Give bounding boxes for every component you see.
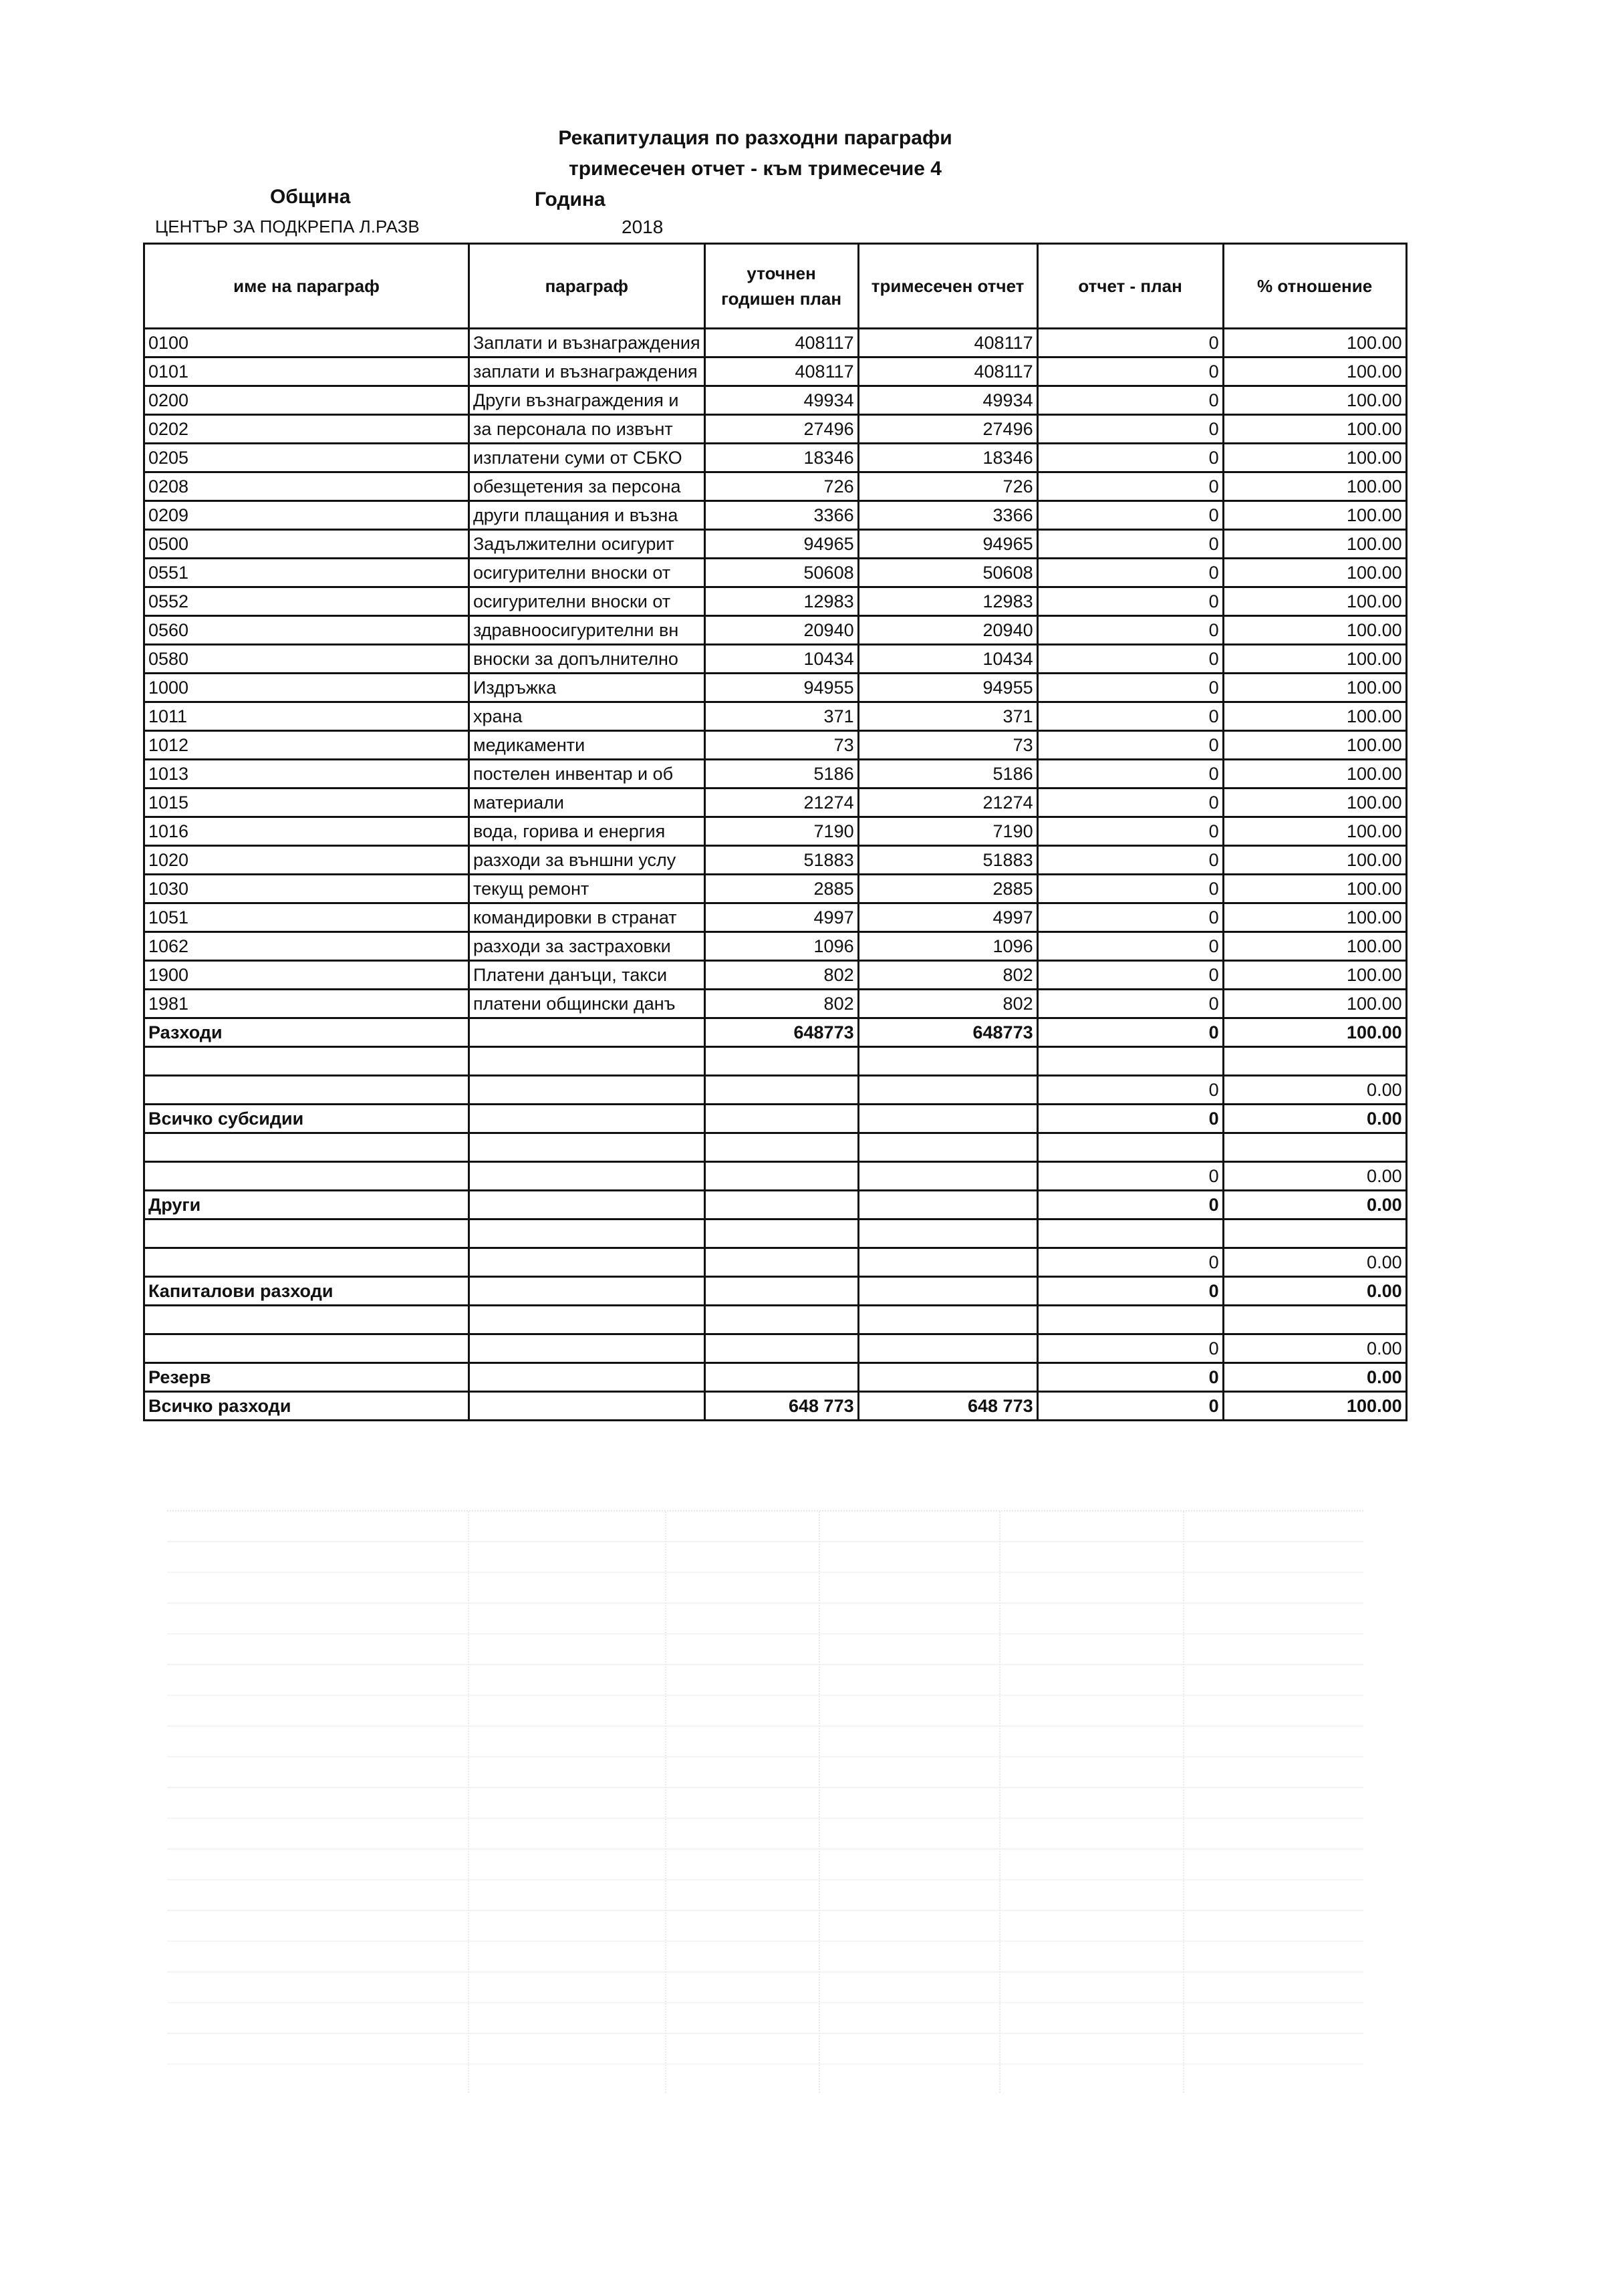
- cell-paragraph-name: здравноосигурителни вн: [469, 616, 705, 645]
- cell-report: [858, 1191, 1037, 1219]
- table-row: [144, 472, 1407, 501]
- cell-paragraph-name: постелен инвентар и об: [469, 760, 705, 788]
- municipality-label: Община: [270, 186, 351, 208]
- cell-plan: 2885: [704, 875, 858, 903]
- cell-paragraph-name: разходи за застраховки: [469, 932, 705, 961]
- cell-percent: [1223, 1306, 1406, 1334]
- cell-percent: 0.00: [1223, 1334, 1406, 1363]
- cell-percent: 100.00: [1223, 760, 1406, 788]
- cell-paragraph-name: вноски за допълнително: [469, 645, 705, 674]
- cell-code: 1062: [144, 932, 469, 961]
- cell-plan: 648773: [704, 1018, 858, 1047]
- cell-plan: [704, 1277, 858, 1306]
- cell-plan: 73: [704, 731, 858, 760]
- cell-report: [858, 1306, 1037, 1334]
- table-row: [144, 386, 1407, 415]
- cell-code: [144, 1306, 469, 1334]
- cell-plan: [704, 1248, 858, 1277]
- cell-plan: 1096: [704, 932, 858, 961]
- cell-paragraph-name: други плащания и възна: [469, 501, 705, 530]
- cell-plan: 726: [704, 472, 858, 501]
- cell-report: [858, 1277, 1037, 1306]
- cell-code: 0100: [144, 329, 469, 357]
- cell-report: 51883: [858, 846, 1037, 875]
- cell-code: 0101: [144, 357, 469, 386]
- cell-diff: 0: [1037, 1363, 1223, 1392]
- column-header-paragraph: параграф: [469, 244, 705, 329]
- cell-code: 1020: [144, 846, 469, 875]
- cell-report: 408117: [858, 357, 1037, 386]
- cell-paragraph-name: Заплати и възнаграждения: [469, 329, 705, 357]
- column-header-report: тримесечен отчет: [858, 244, 1037, 329]
- cell-plan: [704, 1306, 858, 1334]
- cell-code: [144, 1248, 469, 1277]
- cell-paragraph-name: материали: [469, 788, 705, 817]
- cell-percent: 100.00: [1223, 846, 1406, 875]
- cell-code: 1030: [144, 875, 469, 903]
- cell-diff: 0: [1037, 559, 1223, 587]
- cell-paragraph-name: [469, 1219, 705, 1248]
- cell-code: 1900: [144, 961, 469, 990]
- cell-report: [858, 1334, 1037, 1363]
- cell-paragraph-name: [469, 1076, 705, 1105]
- cell-percent: 100.00: [1223, 386, 1406, 415]
- table-row: [144, 990, 1407, 1018]
- table-row: [144, 444, 1407, 472]
- cell-plan: 802: [704, 990, 858, 1018]
- cell-percent: 100.00: [1223, 702, 1406, 731]
- report-subtitle: тримесечен отчет - към тримесечие 4: [569, 158, 942, 180]
- cell-code: [144, 1047, 469, 1076]
- cell-report: 371: [858, 702, 1037, 731]
- cell-code: Капиталови разходи: [144, 1277, 469, 1306]
- cell-diff: 0: [1037, 530, 1223, 559]
- cell-report: [858, 1133, 1037, 1162]
- cell-report: 18346: [858, 444, 1037, 472]
- table-row: [144, 501, 1407, 530]
- cell-code: [144, 1076, 469, 1105]
- cell-report: 5186: [858, 760, 1037, 788]
- table-row: [144, 731, 1407, 760]
- cell-diff: 0: [1037, 329, 1223, 357]
- table-row: [144, 1219, 1407, 1248]
- cell-percent: [1223, 1219, 1406, 1248]
- cell-percent: 100.00: [1223, 645, 1406, 674]
- cell-paragraph-name: платени общински данъ: [469, 990, 705, 1018]
- table-row: [144, 788, 1407, 817]
- cell-percent: 100.00: [1223, 674, 1406, 702]
- cell-diff: 0: [1037, 1392, 1223, 1421]
- cell-paragraph-name: командировки в странат: [469, 903, 705, 932]
- cell-paragraph-name: [469, 1334, 705, 1363]
- cell-paragraph-name: Задължителни осигурит: [469, 530, 705, 559]
- table-row: [144, 587, 1407, 616]
- cell-diff: 0: [1037, 846, 1223, 875]
- table-row: [144, 702, 1407, 731]
- cell-percent: 100.00: [1223, 817, 1406, 846]
- cell-plan: 408117: [704, 357, 858, 386]
- table-row: [144, 1105, 1407, 1133]
- cell-diff: 0: [1037, 1248, 1223, 1277]
- cell-paragraph-name: обезщетения за персона: [469, 472, 705, 501]
- cell-diff: 0: [1037, 1277, 1223, 1306]
- cell-diff: 0: [1037, 702, 1223, 731]
- table-row: [144, 1076, 1407, 1105]
- cell-report: 94965: [858, 530, 1037, 559]
- cell-plan: [704, 1076, 858, 1105]
- column-header-plan: уточнен годишен план: [704, 244, 858, 329]
- cell-percent: 0.00: [1223, 1105, 1406, 1133]
- cell-diff: [1037, 1047, 1223, 1076]
- cell-plan: 371: [704, 702, 858, 731]
- cell-code: 1012: [144, 731, 469, 760]
- cell-paragraph-name: осигурителни вноски от: [469, 587, 705, 616]
- cell-report: 21274: [858, 788, 1037, 817]
- cell-diff: 0: [1037, 990, 1223, 1018]
- cell-paragraph-name: изплатени суми от СБКО: [469, 444, 705, 472]
- cell-diff: 0: [1037, 961, 1223, 990]
- table-row: [144, 903, 1407, 932]
- cell-paragraph-name: медикаменти: [469, 731, 705, 760]
- cell-diff: 0: [1037, 788, 1223, 817]
- cell-report: [858, 1105, 1037, 1133]
- cell-code: [144, 1334, 469, 1363]
- cell-percent: 100.00: [1223, 616, 1406, 645]
- cell-percent: [1223, 1133, 1406, 1162]
- cell-percent: 0.00: [1223, 1248, 1406, 1277]
- cell-code: 0500: [144, 530, 469, 559]
- cell-report: 726: [858, 472, 1037, 501]
- table-row: [144, 1277, 1407, 1306]
- cell-report: [858, 1162, 1037, 1191]
- cell-paragraph-name: [469, 1191, 705, 1219]
- cell-percent: 100.00: [1223, 329, 1406, 357]
- table-row: [144, 1334, 1407, 1363]
- cell-paragraph-name: текущ ремонт: [469, 875, 705, 903]
- cell-code: 0200: [144, 386, 469, 415]
- cell-report: 73: [858, 731, 1037, 760]
- table-row: [144, 530, 1407, 559]
- cell-code: 0560: [144, 616, 469, 645]
- cell-percent: 100.00: [1223, 875, 1406, 903]
- cell-diff: 0: [1037, 1334, 1223, 1363]
- cell-diff: 0: [1037, 587, 1223, 616]
- bleed-through-ghost: [167, 1510, 1363, 2093]
- cell-report: 1096: [858, 932, 1037, 961]
- cell-report: 12983: [858, 587, 1037, 616]
- cell-diff: [1037, 1219, 1223, 1248]
- cell-plan: [704, 1047, 858, 1076]
- cell-report: 2885: [858, 875, 1037, 903]
- cell-plan: 94965: [704, 530, 858, 559]
- cell-plan: 12983: [704, 587, 858, 616]
- table-row: [144, 1363, 1407, 1392]
- cell-diff: 0: [1037, 731, 1223, 760]
- cell-paragraph-name: Платени данъци, такси: [469, 961, 705, 990]
- cell-diff: 0: [1037, 501, 1223, 530]
- cell-diff: 0: [1037, 1018, 1223, 1047]
- cell-percent: 100.00: [1223, 932, 1406, 961]
- cell-paragraph-name: [469, 1047, 705, 1076]
- cell-percent: 100.00: [1223, 731, 1406, 760]
- cell-report: 7190: [858, 817, 1037, 846]
- cell-diff: [1037, 1306, 1223, 1334]
- cell-paragraph-name: храна: [469, 702, 705, 731]
- cell-plan: 18346: [704, 444, 858, 472]
- cell-plan: 27496: [704, 415, 858, 444]
- cell-diff: 0: [1037, 444, 1223, 472]
- cell-code: Всичко разходи: [144, 1392, 469, 1421]
- cell-report: 49934: [858, 386, 1037, 415]
- cell-diff: 0: [1037, 817, 1223, 846]
- cell-plan: 3366: [704, 501, 858, 530]
- cell-diff: 0: [1037, 932, 1223, 961]
- cell-code: 0580: [144, 645, 469, 674]
- cell-diff: 0: [1037, 674, 1223, 702]
- cell-plan: [704, 1105, 858, 1133]
- table-row: [144, 1392, 1407, 1421]
- table-row: [144, 1047, 1407, 1076]
- report-title: Рекапитулация по разходни параграфи: [558, 127, 952, 149]
- cell-code: Разходи: [144, 1018, 469, 1047]
- cell-paragraph-name: заплати и възнаграждения: [469, 357, 705, 386]
- municipality-value: ЦЕНТЪР ЗА ПОДКРЕПА Л.РАЗВ: [155, 217, 420, 237]
- cell-percent: 100.00: [1223, 961, 1406, 990]
- cell-percent: 100.00: [1223, 1018, 1406, 1047]
- table-row: [144, 961, 1407, 990]
- table-row: [144, 1248, 1407, 1277]
- cell-code: 1013: [144, 760, 469, 788]
- cell-diff: 0: [1037, 386, 1223, 415]
- cell-report: 648 773: [858, 1392, 1037, 1421]
- cell-report: [858, 1076, 1037, 1105]
- table-header-row: [144, 244, 1407, 329]
- cell-percent: 100.00: [1223, 415, 1406, 444]
- cell-percent: 100.00: [1223, 357, 1406, 386]
- cell-report: 27496: [858, 415, 1037, 444]
- cell-plan: 408117: [704, 329, 858, 357]
- cell-percent: 0.00: [1223, 1277, 1406, 1306]
- cell-plan: 21274: [704, 788, 858, 817]
- table-row: [144, 674, 1407, 702]
- cell-report: [858, 1248, 1037, 1277]
- table-row: [144, 875, 1407, 903]
- cell-plan: [704, 1219, 858, 1248]
- column-header-name: име на параграф: [144, 244, 469, 329]
- table-row: [144, 357, 1407, 386]
- cell-plan: [704, 1334, 858, 1363]
- cell-report: 648773: [858, 1018, 1037, 1047]
- table-row: [144, 415, 1407, 444]
- cell-code: 1051: [144, 903, 469, 932]
- cell-paragraph-name: осигурителни вноски от: [469, 559, 705, 587]
- cell-percent: 100.00: [1223, 587, 1406, 616]
- cell-paragraph-name: [469, 1105, 705, 1133]
- cell-diff: 0: [1037, 415, 1223, 444]
- cell-plan: [704, 1191, 858, 1219]
- cell-report: 10434: [858, 645, 1037, 674]
- cell-report: [858, 1219, 1037, 1248]
- cell-paragraph-name: Издръжка: [469, 674, 705, 702]
- cell-percent: [1223, 1047, 1406, 1076]
- cell-plan: 648 773: [704, 1392, 858, 1421]
- cell-diff: 0: [1037, 875, 1223, 903]
- cell-plan: 5186: [704, 760, 858, 788]
- cell-report: 3366: [858, 501, 1037, 530]
- cell-percent: 100.00: [1223, 788, 1406, 817]
- cell-diff: 0: [1037, 760, 1223, 788]
- cell-report: 802: [858, 990, 1037, 1018]
- cell-percent: 100.00: [1223, 1392, 1406, 1421]
- cell-plan: [704, 1363, 858, 1392]
- cell-report: 20940: [858, 616, 1037, 645]
- year-label: Година: [535, 188, 606, 210]
- column-header-diff: отчет - план: [1037, 244, 1223, 329]
- cell-report: 94955: [858, 674, 1037, 702]
- cell-code: 0209: [144, 501, 469, 530]
- cell-percent: 100.00: [1223, 559, 1406, 587]
- cell-plan: 50608: [704, 559, 858, 587]
- cell-plan: 10434: [704, 645, 858, 674]
- cell-code: Всичко субсидии: [144, 1105, 469, 1133]
- cell-report: 50608: [858, 559, 1037, 587]
- cell-percent: 0.00: [1223, 1162, 1406, 1191]
- table-row: [144, 817, 1407, 846]
- cell-percent: 100.00: [1223, 472, 1406, 501]
- cell-percent: 100.00: [1223, 530, 1406, 559]
- cell-report: 4997: [858, 903, 1037, 932]
- cell-percent: 100.00: [1223, 444, 1406, 472]
- cell-percent: 100.00: [1223, 903, 1406, 932]
- table-row: [144, 846, 1407, 875]
- table-row: [144, 616, 1407, 645]
- cell-paragraph-name: [469, 1363, 705, 1392]
- cell-paragraph-name: вода, горива и енергия: [469, 817, 705, 846]
- table-row: [144, 645, 1407, 674]
- cell-code: 0551: [144, 559, 469, 587]
- cell-report: [858, 1363, 1037, 1392]
- cell-diff: 0: [1037, 903, 1223, 932]
- cell-report: [858, 1047, 1037, 1076]
- cell-code: 0552: [144, 587, 469, 616]
- column-header-percent: % отношение: [1223, 244, 1406, 329]
- cell-code: 1016: [144, 817, 469, 846]
- cell-paragraph-name: [469, 1277, 705, 1306]
- cell-plan: 802: [704, 961, 858, 990]
- cell-report: 408117: [858, 329, 1037, 357]
- cell-plan: [704, 1162, 858, 1191]
- table-row: [144, 1018, 1407, 1047]
- cell-percent: 100.00: [1223, 501, 1406, 530]
- cell-paragraph-name: разходи за външни услу: [469, 846, 705, 875]
- cell-plan: 94955: [704, 674, 858, 702]
- cell-percent: 100.00: [1223, 990, 1406, 1018]
- cell-diff: 0: [1037, 616, 1223, 645]
- cell-code: 1981: [144, 990, 469, 1018]
- cell-code: 0208: [144, 472, 469, 501]
- cell-paragraph-name: [469, 1392, 705, 1421]
- table-row: [144, 1162, 1407, 1191]
- cell-code: [144, 1219, 469, 1248]
- table-body: [144, 329, 1407, 1421]
- table-row: [144, 1191, 1407, 1219]
- cell-diff: 0: [1037, 1076, 1223, 1105]
- cell-code: 1000: [144, 674, 469, 702]
- cell-percent: 0.00: [1223, 1363, 1406, 1392]
- cell-plan: 49934: [704, 386, 858, 415]
- cell-code: Резерв: [144, 1363, 469, 1392]
- cell-percent: 0.00: [1223, 1191, 1406, 1219]
- cell-percent: 0.00: [1223, 1076, 1406, 1105]
- cell-code: 1011: [144, 702, 469, 731]
- cell-code: 0202: [144, 415, 469, 444]
- cell-plan: 51883: [704, 846, 858, 875]
- cell-paragraph-name: [469, 1162, 705, 1191]
- cell-plan: [704, 1133, 858, 1162]
- cell-diff: 0: [1037, 1162, 1223, 1191]
- cell-paragraph-name: [469, 1248, 705, 1277]
- cell-diff: 0: [1037, 645, 1223, 674]
- cell-code: Други: [144, 1191, 469, 1219]
- cell-code: 1015: [144, 788, 469, 817]
- table-row: [144, 760, 1407, 788]
- cell-diff: 0: [1037, 472, 1223, 501]
- cell-code: 0205: [144, 444, 469, 472]
- cell-plan: 7190: [704, 817, 858, 846]
- expense-table: [143, 243, 1407, 1421]
- cell-plan: 4997: [704, 903, 858, 932]
- cell-report: 802: [858, 961, 1037, 990]
- table-row: [144, 559, 1407, 587]
- cell-paragraph-name: [469, 1018, 705, 1047]
- cell-paragraph-name: [469, 1306, 705, 1334]
- year-value: 2018: [622, 217, 664, 237]
- cell-diff: 0: [1037, 357, 1223, 386]
- cell-code: [144, 1133, 469, 1162]
- table-row: [144, 329, 1407, 357]
- cell-diff: [1037, 1133, 1223, 1162]
- cell-paragraph-name: [469, 1133, 705, 1162]
- table-row: [144, 1306, 1407, 1334]
- cell-paragraph-name: за персонала по извънт: [469, 415, 705, 444]
- table-row: [144, 1133, 1407, 1162]
- table-row: [144, 932, 1407, 961]
- cell-plan: 20940: [704, 616, 858, 645]
- cell-paragraph-name: Други възнаграждения и: [469, 386, 705, 415]
- cell-diff: 0: [1037, 1191, 1223, 1219]
- cell-code: [144, 1162, 469, 1191]
- cell-diff: 0: [1037, 1105, 1223, 1133]
